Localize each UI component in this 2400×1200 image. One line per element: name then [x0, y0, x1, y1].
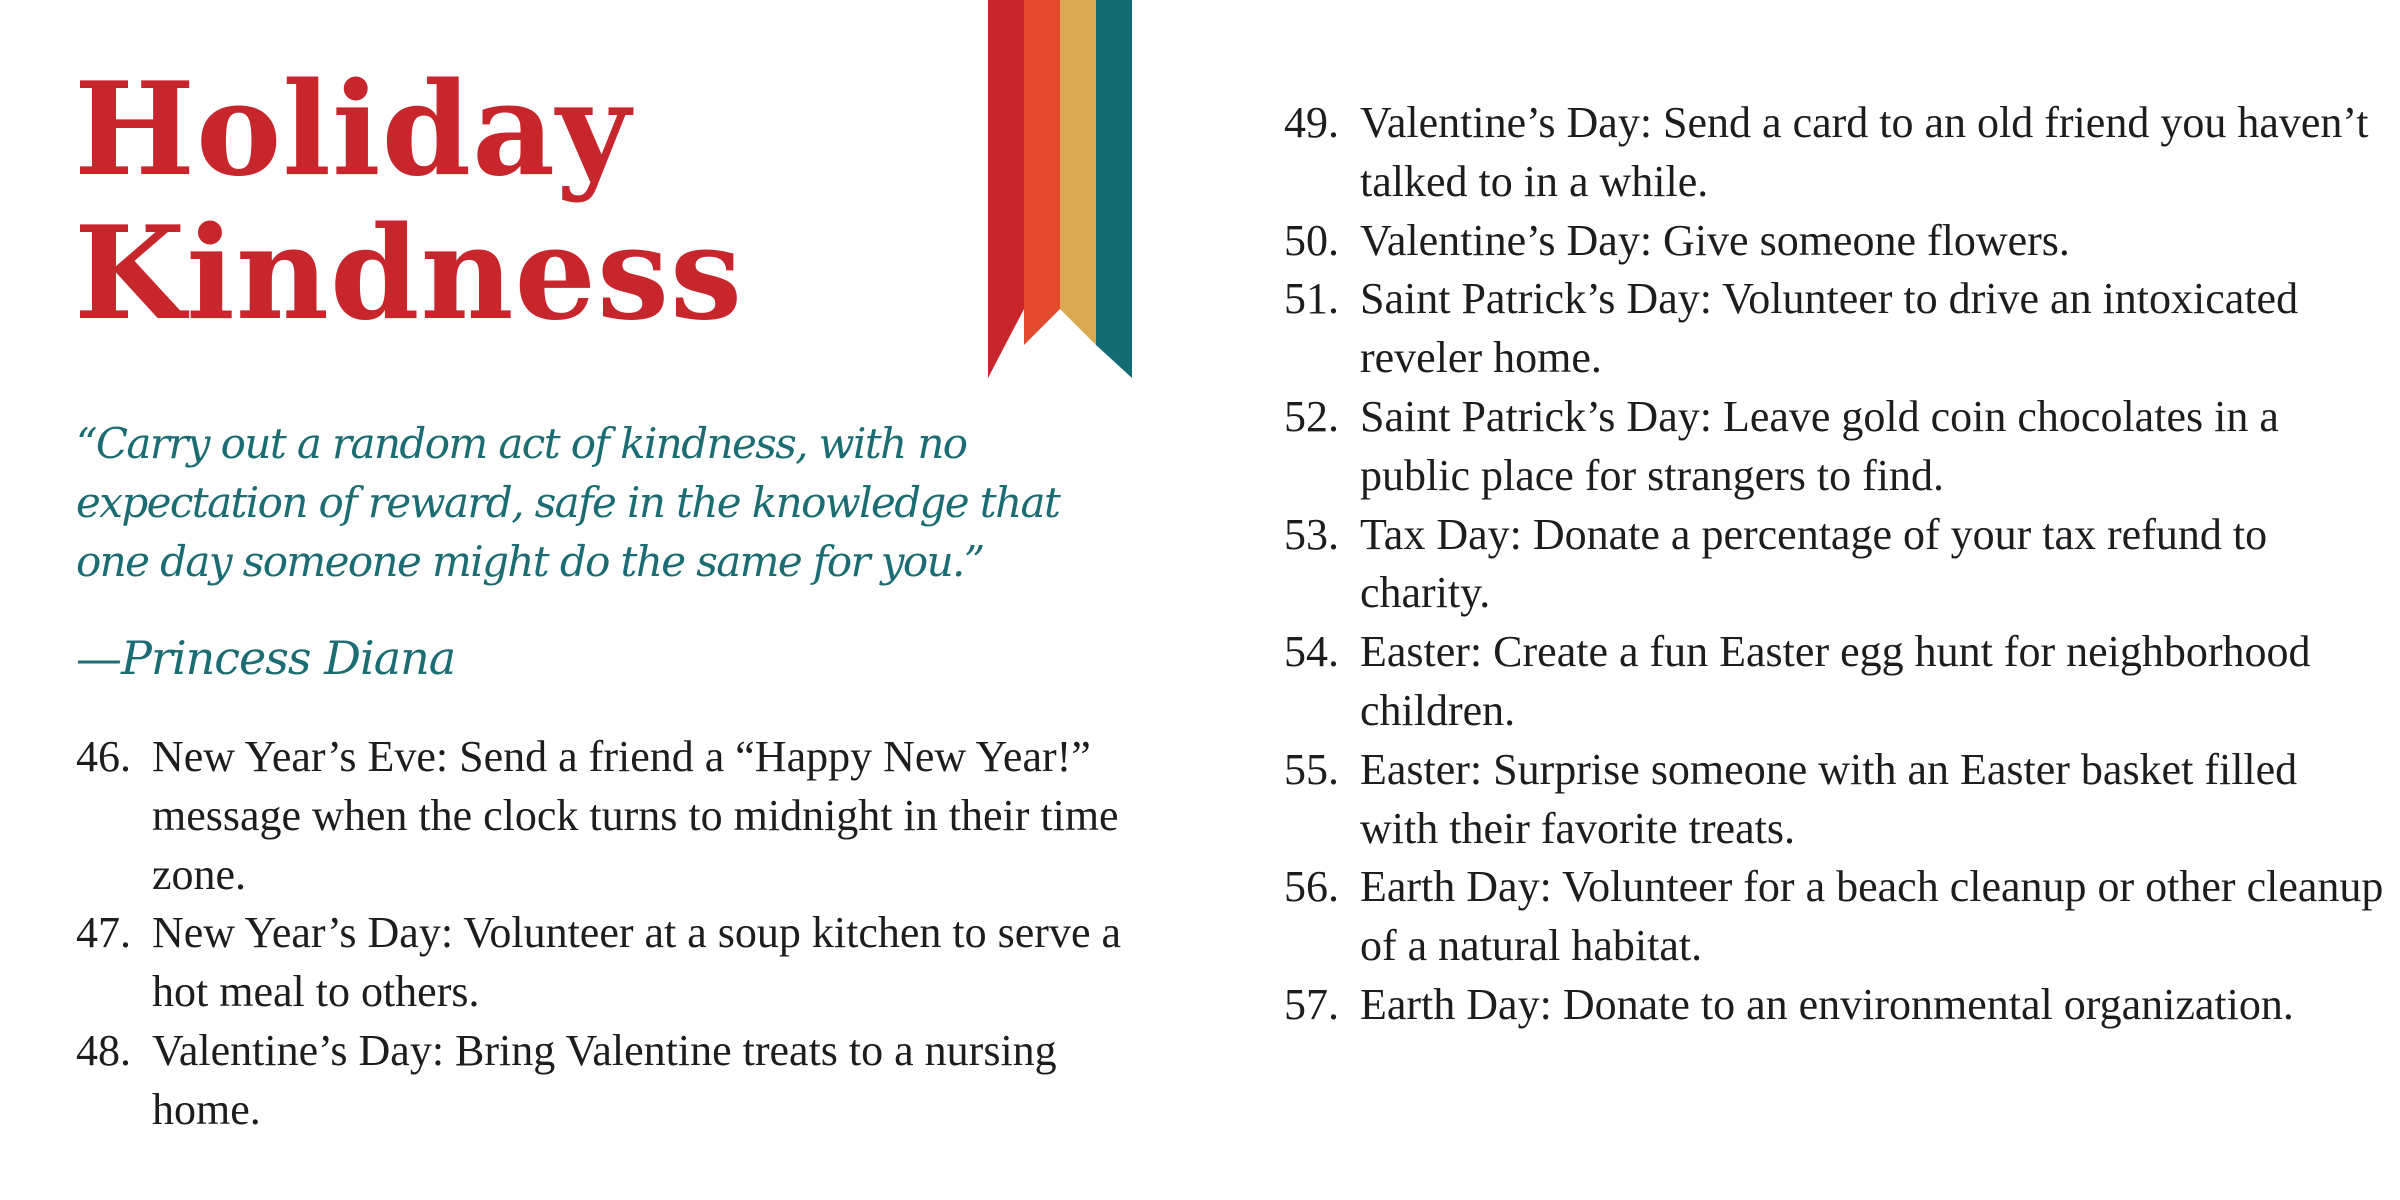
quote-text: “Carry out a random act of kindness, with no expectation of reward, safe in the knowledge that one day someone might do the same for you.”: [76, 419, 1060, 586]
item-number: 49.: [1284, 98, 1339, 147]
item-number: 46.: [76, 732, 131, 781]
list-item: [1284, 388, 2384, 506]
kindness-list-left: [76, 728, 1126, 1140]
item-text: Easter: Surprise someone with an Easter basket filled with their favorite treats.: [1360, 744, 2298, 853]
list-item: [1284, 94, 2384, 212]
list-item: [1284, 858, 2384, 976]
title-line-1: Holiday: [74, 55, 632, 205]
list-item: [1284, 270, 2384, 388]
title-line-2: Kindness: [74, 199, 744, 349]
list-item: [76, 904, 1126, 1022]
item-number: 54.: [1284, 627, 1339, 677]
item-number: 52.: [1284, 391, 1339, 441]
item-text: New Year’s Eve: Send a friend a “Happy New Year!” message when the clock turns to midnight in their time zone.: [152, 732, 1119, 899]
item-number: 56.: [1284, 862, 1339, 912]
list-item: [1284, 623, 2384, 741]
page-title: [74, 55, 744, 349]
item-number: 50.: [1284, 215, 1339, 265]
list-item: [1284, 212, 2384, 271]
list-item: [1284, 976, 2384, 1035]
item-number: 55.: [1284, 744, 1339, 794]
item-text: New Year’s Day: Volunteer at a soup kitchen to serve a hot meal to others.: [152, 908, 1122, 1017]
list-item: [1284, 506, 2384, 624]
ribbon-stripe-red: [988, 0, 1024, 378]
quote-attribution: —Princess Diana: [76, 631, 456, 685]
kindness-list-right: [1284, 94, 2384, 1035]
item-number: 53.: [1284, 509, 1339, 559]
ribbon-stripe-teal: [1096, 0, 1132, 378]
item-text: Valentine’s Day: Send a card to an old friend you haven’t talked to in a while.: [1360, 98, 2369, 206]
item-text: Tax Day: Donate a percentage of your tax refund to charity.: [1360, 509, 2268, 618]
item-number: 51.: [1284, 274, 1339, 324]
item-text: Earth Day: Volunteer for a beach cleanup or other cleanup of a natural habitat.: [1360, 862, 2384, 971]
item-text: Valentine’s Day: Bring Valentine treats to a nursing home.: [152, 1025, 1057, 1134]
item-text: Easter: Create a fun Easter egg hunt for neighborhood children.: [1360, 627, 2311, 735]
item-text: Saint Patrick’s Day: Leave gold coin chocolates in a public place for strangers to find.: [1360, 391, 2279, 500]
ribbon-stripe-gold: [1060, 0, 1096, 345]
item-number: 57.: [1284, 979, 1339, 1029]
item-text: Earth Day: Donate to an environmental organization.: [1360, 979, 2294, 1029]
list-item: [76, 1022, 1126, 1140]
item-text: Saint Patrick’s Day: Volunteer to drive an intoxicated reveler home.: [1360, 274, 2299, 383]
ribbon-bookmark: [988, 0, 1132, 378]
item-number: 47.: [76, 908, 131, 958]
item-number: 48.: [76, 1025, 131, 1075]
item-text: Valentine’s Day: Give someone flowers.: [1360, 215, 2070, 265]
list-item: [76, 728, 1126, 904]
list-item: [1284, 741, 2384, 859]
ribbon-stripe-orange: [1024, 0, 1060, 345]
